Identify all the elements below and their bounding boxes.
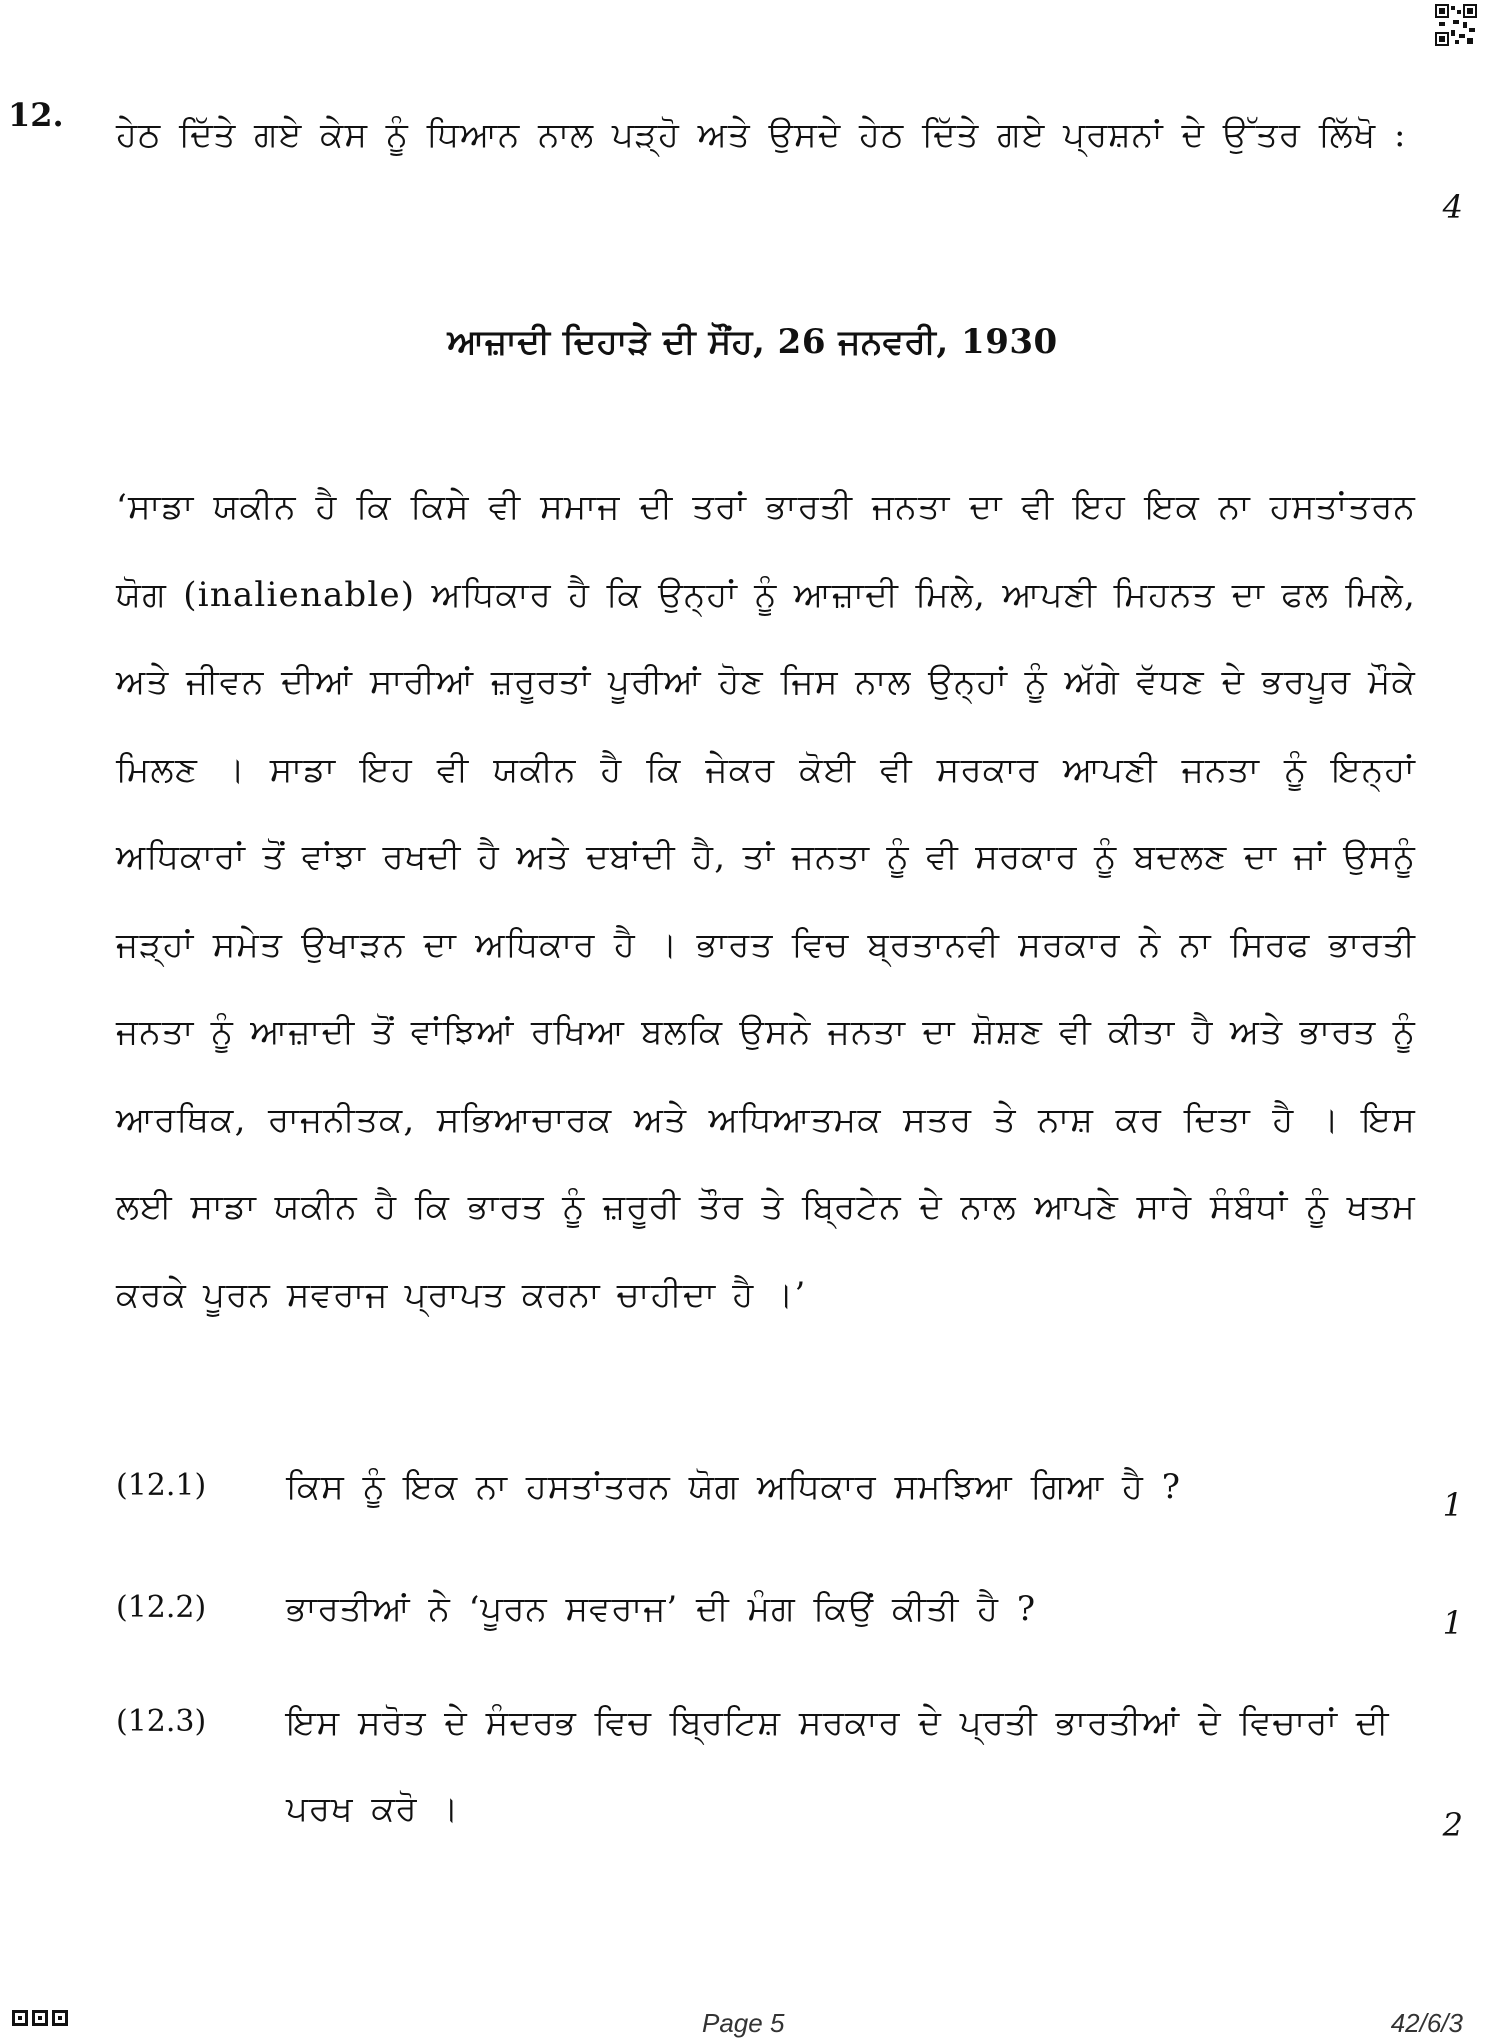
qr-code-icon <box>1435 4 1477 46</box>
subquestion-text: ਭਾਰਤੀਆਂ ਨੇ ‘ਪੂਰਨ ਸਵਰਾਜ’ ਦੀ ਮੰਗ ਕਿਉਂ ਕੀਤੀ ਹੈ ? <box>286 1589 1037 1629</box>
subquestion-number: (12.3) <box>116 1704 207 1739</box>
question-number: 12. <box>8 96 64 134</box>
subquestion-text: ਇਸ ਸਰੋਤ ਦੇ ਸੰਦਰਭ ਵਿਚ ਬ੍ਰਿਟਿਸ਼ ਸਰਕਾਰ ਦੇ ਪ੍ਰਤੀ ਭਾਰਤੀਆਂ ਦੇ ਵਿਚਾਰਾਂ ਦੀ ਪਰਖ ਕਰੋ । <box>286 1703 1390 1829</box>
question-marks: 4 <box>1442 188 1463 226</box>
subquestion-text: ਕਿਸ ਨੂੰ ਇਕ ਨਾ ਹਸਤਾਂਤਰਨ ਯੋਗ ਅਧਿਕਾਰ ਸਮਝਿਆ ਗਿਆ ਹੈ ? <box>286 1467 1181 1507</box>
subquestion-marks: 1 <box>1442 1486 1463 1524</box>
question-instruction: ਹੇਠ ਦਿੱਤੇ ਗਏ ਕੇਸ ਨੂੰ ਧਿਆਨ ਨਾਲ ਪੜ੍ਹੋ ਅਤੇ ਉਸਦੇ ਹੇਠ ਦਿੱਤੇ ਗਏ ਪ੍ਰਸ਼ਨਾਂ ਦੇ ਉੱਤਰ ਲਿੱਖੋ : <box>116 115 1407 155</box>
subquestion-marks: 2 <box>1442 1806 1463 1844</box>
source-title: ਆਜ਼ਾਦੀ ਦਿਹਾੜੇ ਦੀ ਸੌਂਹ, 26 ਜਨਵਰੀ, 1930 <box>447 322 1058 362</box>
page-number: Page 5 <box>702 2008 785 2038</box>
subquestion-number: (12.1) <box>116 1468 207 1503</box>
source-passage: ‘ਸਾਡਾ ਯਕੀਨ ਹੈ ਕਿ ਕਿਸੇ ਵੀ ਸਮਾਜ ਦੀ ਤਰਾਂ ਭਾਰਤੀ ਜਨਤਾ ਦਾ ਵੀ ਇਹ ਇਕ ਨਾ ਹਸਤਾਂਤਰਨ ਯੋਗ (inalienable) ਅਧਿਕਾਰ ਹੈ ਕਿ ਉਨ੍ਹਾਂ ਨੂੰ ਆਜ਼ਾਦੀ ਮਿਲੇ, ਆਪਣੀ ਮਿਹਨਤ ਦਾ ਫਲ ਮਿਲੇ, ਅਤੇ ਜੀਵਨ ਦੀਆਂ ਸਾਰੀਆਂ ਜ਼ਰੂਰਤਾਂ ਪੂਰੀਆਂ ਹੋਣ ਜਿਸ ਨਾਲ ਉਨ੍ਹਾਂ ਨੂੰ ਅੱਗੇ ਵੱਧਣ ਦੇ ਭਰਪੂਰ ਮੌਕੇ ਮਿਲਣ । ਸਾਡਾ ਇਹ ਵੀ ਯਕੀਨ ਹੈ ਕਿ ਜੇਕਰ ਕੋਈ ਵੀ ਸਰਕਾਰ ਆਪਣੀ ਜਨਤਾ ਨੂੰ ਇਨ੍ਹਾਂ ਅਧਿਕਾਰਾਂ ਤੋਂ ਵਾਂਝਾ ਰਖਦੀ ਹੈ ਅਤੇ ਦਬਾਂਦੀ ਹੈ, ਤਾਂ ਜਨਤਾ ਨੂੰ ਵੀ ਸਰਕਾਰ ਨੂੰ ਬਦਲਣ ਦਾ ਜਾਂ ਉਸਨੂੰ ਜੜ੍ਹਾਂ ਸਮੇਤ ਉਖਾੜਨ ਦਾ ਅਧਿਕਾਰ ਹੈ । ਭਾਰਤ ਵਿਚ ਬ੍ਰਤਾਨਵੀ ਸਰਕਾਰ ਨੇ ਨਾ ਸਿਰਫ ਭਾਰਤੀ ਜਨਤਾ ਨੂੰ ਆਜ਼ਾਦੀ ਤੋਂ ਵਾਂਝਿਆਂ ਰਖਿਆ ਬਲਕਿ ਉਸਨੇ ਜਨਤਾ ਦਾ ਸ਼ੋਸ਼ਣ ਵੀ ਕੀਤਾ ਹੈ ਅਤੇ ਭਾਰਤ ਨੂੰ ਆਰਥਿਕ, ਰਾਜਨੀਤਕ, ਸਭਿਆਚਾਰਕ ਅਤੇ ਅਧਿਆਤਮਕ ਸਤਰ ਤੇ ਨਾਸ਼ ਕਰ ਦਿਤਾ ਹੈ । ਇਸ ਲਈ ਸਾਡਾ ਯਕੀਨ ਹੈ ਕਿ ਭਾਰਤ ਨੂੰ ਜ਼ਰੂਰੀ ਤੌਰ ਤੇ ਬ੍ਰਿਟੇਨ ਦੇ ਨਾਲ ਆਪਣੇ ਸਾਰੇ ਸੰਬੰਧਾਂ ਨੂੰ ਖਤਮ ਕਰਕੇ ਪੂਰਨ ਸਵਰਾਜ ਪ੍ਰਾਪਤ ਕਰਨਾ ਚਾਹੀਦਾ ਹੈ ।’ <box>116 487 1416 1315</box>
paper-code: 42/6/3 <box>1390 2008 1463 2038</box>
subquestion-number: (12.2) <box>116 1590 207 1625</box>
qr-code-icon <box>12 2010 68 2030</box>
subquestion-marks: 1 <box>1442 1604 1463 1642</box>
